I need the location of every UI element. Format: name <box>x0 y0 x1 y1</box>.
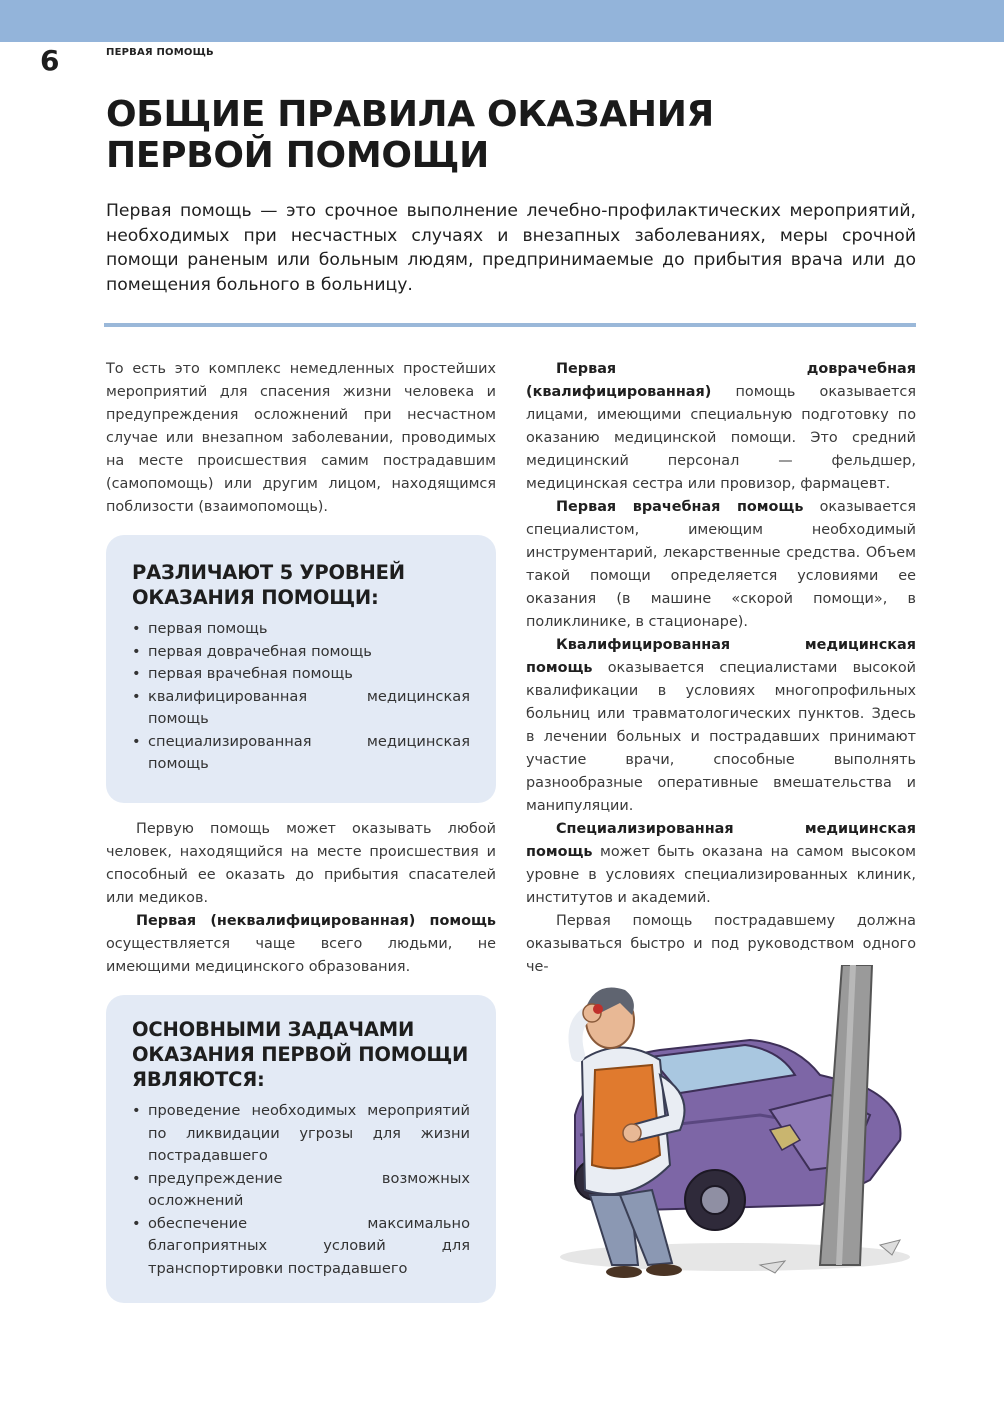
tasks-heading-line-1: ОСНОВНЫМИ ЗАДАЧАМИ <box>132 1018 415 1041</box>
right-paragraph-4-text: может быть оказана на самом высоком уровне в условиях специализированных клиник, институтов и академий. <box>526 844 916 906</box>
tasks-box <box>106 995 496 1303</box>
right-paragraph-5: Первая помощь пострадавшему должна оказываться быстро и под руководством одного че- <box>526 913 916 975</box>
list-item: • квалифицированная медицинская помощь <box>132 686 470 731</box>
intro-paragraph: Первая помощь — это срочное выполнение лечебно-профилактических мероприятий, необходимых при несчастных случаях и внезапных заболеваниях, меры срочной помощи раненым или больным людям, предпринимаемые до прибытия врача или до помещения больного в больницу. <box>106 201 916 295</box>
list-item: • первая врачебная помощь <box>132 663 470 686</box>
list-item: • обеспечение максимально благоприятных условий для транспортировки пострадавшего <box>132 1213 470 1281</box>
left-lower-text <box>106 818 496 979</box>
right-column <box>526 358 916 979</box>
tasks-heading-line-3: ЯВЛЯЮТСЯ: <box>132 1068 265 1091</box>
section-divider <box>104 323 916 327</box>
tasks-box-heading <box>132 1017 470 1092</box>
term-prehospital: Первая доврачебная (квалифицированная) <box>526 361 916 400</box>
levels-heading-line-1: РАЗЛИЧАЮТ 5 УРОВНЕЙ <box>132 561 405 584</box>
left-paragraph-3-text: осуществляется чаще всего людьми, не имеющими медицинского образования. <box>106 936 496 975</box>
tasks-list <box>132 1100 470 1280</box>
running-head: ПЕРВАЯ ПОМОЩЬ <box>106 47 214 58</box>
injured-man <box>576 988 685 1279</box>
top-color-bar <box>0 0 1004 42</box>
right-paragraph-3 <box>526 634 916 818</box>
left-paragraph-2: Первую помощь может оказывать любой человек, находящийся на месте происшествия и способный ее оказать до прибытия спасателей или медиков. <box>106 821 496 906</box>
right-paragraph-2 <box>526 496 916 634</box>
levels-box <box>106 535 496 803</box>
title-line-2: ПЕРВОЙ ПОМОЩИ <box>106 135 489 176</box>
list-item: • специализированная медицинская помощь <box>132 731 470 776</box>
term-physician-aid: Первая врачебная помощь <box>556 499 804 515</box>
list-item: • проведение необходимых мероприятий по ликвидации угрозы для жизни пострадавшего <box>132 1100 470 1168</box>
title-line-1: ОБЩИЕ ПРАВИЛА ОКАЗАНИЯ <box>106 94 714 135</box>
tasks-heading-line-2: ОКАЗАНИЯ ПЕРВОЙ ПОМОЩИ <box>132 1043 469 1066</box>
right-paragraph-1 <box>526 358 916 496</box>
page-title <box>106 94 906 176</box>
left-paragraph-1: То есть это комплекс немедленных простейших мероприятий для спасения жизни человека и предупреждения осложнений при несчастном случае или внезапном заболевании, проводимых на месте происшествия самим пострадавшим (самопомощь) или другим лицом, находящимся поблизости (взаимопомощь). <box>106 361 496 515</box>
levels-box-heading <box>132 560 470 610</box>
right-paragraph-3-text: оказывается специалистами высокой квалификации в условиях многопрофильных больниц или травматологических пунктов. Здесь в лечении больных и пострадавших принимают участие врачи, способные выполнять разнообразные оперативные вмешательства и манипуляции. <box>526 660 916 814</box>
levels-list <box>132 618 470 776</box>
page-number: 6 <box>40 44 60 77</box>
list-item: • первая помощь <box>132 618 470 641</box>
levels-heading-line-2: ОКАЗАНИЯ ПОМОЩИ: <box>132 586 379 609</box>
right-paragraph-2-text: оказывается специалистом, имеющим необходимый инструментарий, лекарственные средства. Объем такой помощи определяется условиями ее оказания (в машине «скорой помощи», в поликлинике, в стационаре). <box>526 499 916 630</box>
list-item: • предупреждение возможных осложнений <box>132 1168 470 1213</box>
right-paragraph-4 <box>526 818 916 910</box>
left-paragraph-3 <box>106 910 496 979</box>
term-first-aid: Первая (неквалифицированная) помощь <box>136 913 496 929</box>
accident-illustration <box>520 965 920 1295</box>
list-item: • первая доврачебная помощь <box>132 641 470 664</box>
term-qualified-aid: Квалифицированная медицинская помощь <box>526 637 916 676</box>
right-paragraph-1-text: помощь оказывается лицами, имеющими специальную подготовку по оказанию медицинской помощи. Это средний медицинский персонал — фельдшер, медицинская сестра или провизор, фармацевт. <box>526 384 916 492</box>
term-specialized-aid: Специализированная медицинская помощь <box>526 821 916 860</box>
